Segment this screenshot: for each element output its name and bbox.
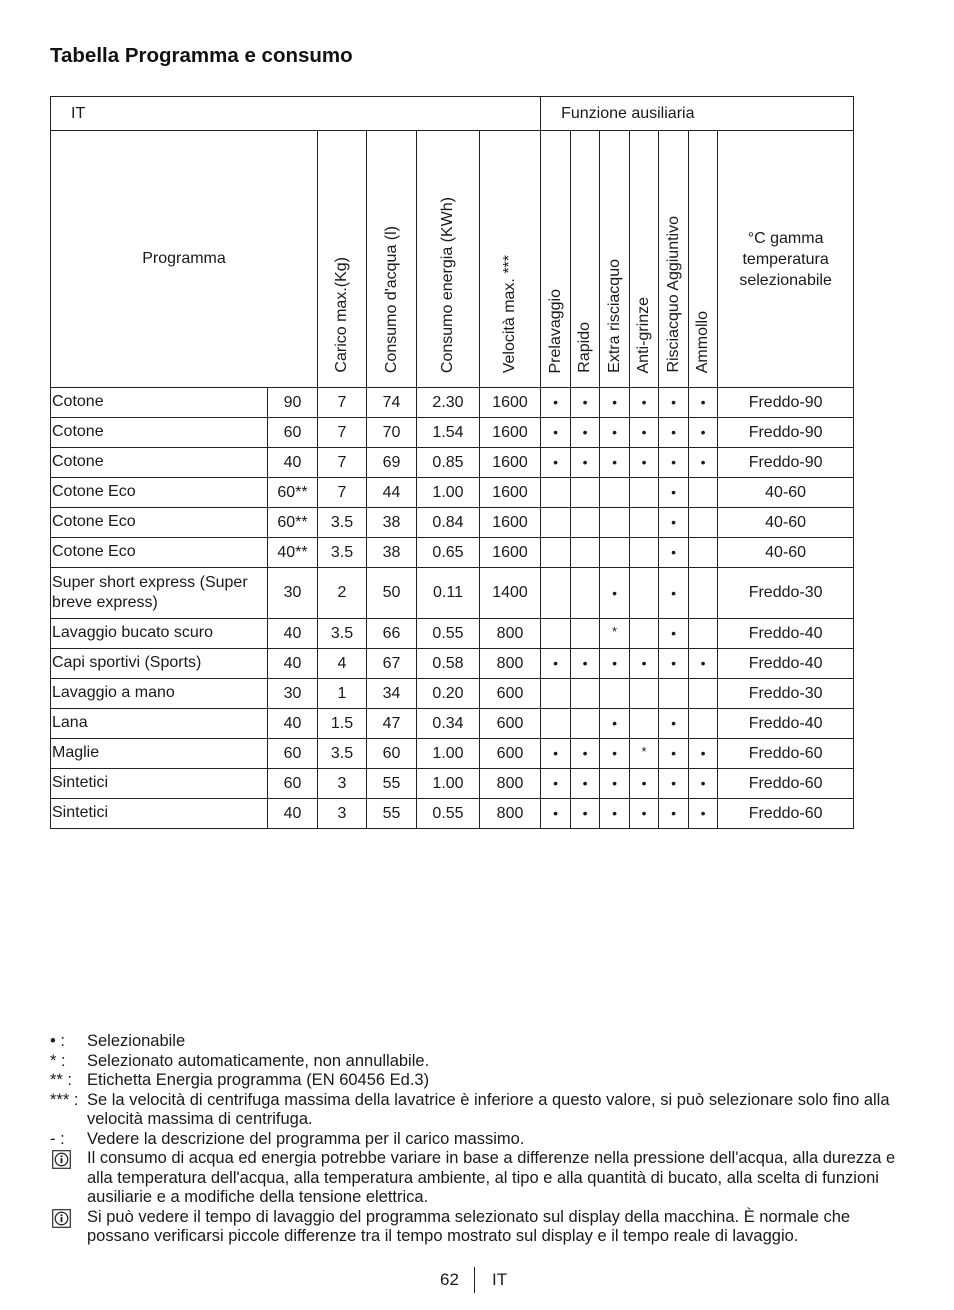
water-cell: 70 bbox=[367, 418, 417, 448]
aux-function-cell bbox=[541, 739, 571, 769]
speed-cell: 800 bbox=[480, 799, 541, 829]
selectable-mark: • bbox=[553, 454, 559, 470]
aux-function-cell bbox=[630, 739, 659, 769]
load-cell: 3.5 bbox=[318, 619, 367, 649]
selectable-mark: • bbox=[671, 715, 677, 731]
info-note-text: Si può vedere il tempo di lavaggio del programma selezionato sul display della macchina. È normale che possano verificarsi piccole differenze tra il tempo mostrato sul display e il tempo reale di lavaggio. bbox=[87, 1207, 851, 1245]
aux-function-cell bbox=[541, 709, 571, 739]
aux-function-cell bbox=[630, 709, 659, 739]
water-cell: 38 bbox=[367, 508, 417, 538]
speed-cell: 1600 bbox=[480, 508, 541, 538]
anti-crease-column-header: Anti-grinze bbox=[630, 131, 659, 388]
aux-function-cell bbox=[659, 619, 689, 649]
aux-function-cell bbox=[600, 418, 630, 448]
table-row bbox=[51, 709, 854, 739]
aux-function-cell bbox=[630, 619, 659, 649]
water-cell: 69 bbox=[367, 448, 417, 478]
speed-cell: 1600 bbox=[480, 448, 541, 478]
aux-function-cell bbox=[571, 739, 600, 769]
energy-cell: 0.20 bbox=[417, 679, 480, 709]
energy-cell: 0.58 bbox=[417, 649, 480, 679]
selectable-mark: • bbox=[700, 424, 706, 440]
aux-function-cell bbox=[689, 679, 718, 709]
speed-cell: 600 bbox=[480, 679, 541, 709]
selectable-mark: • bbox=[553, 745, 559, 761]
selectable-mark: • bbox=[671, 454, 677, 470]
extra-rinse-column-header: Extra risciacquo bbox=[600, 131, 630, 388]
aux-function-cell bbox=[630, 649, 659, 679]
water-cell: 67 bbox=[367, 649, 417, 679]
energy-cell: 0.34 bbox=[417, 709, 480, 739]
selectable-mark: • bbox=[671, 655, 677, 671]
table-row bbox=[51, 538, 854, 568]
aux-function-cell bbox=[630, 448, 659, 478]
load-cell: 3.5 bbox=[318, 739, 367, 769]
temperature-range-cell: Freddo-90 bbox=[718, 418, 854, 448]
table-language-header: IT bbox=[51, 97, 541, 131]
speed-cell: 800 bbox=[480, 619, 541, 649]
water-cell: 74 bbox=[367, 388, 417, 418]
selectable-mark: • bbox=[641, 424, 647, 440]
selectable-mark: • bbox=[612, 745, 618, 761]
program-name-cell: Lavaggio a mano bbox=[51, 679, 268, 709]
selectable-mark: • bbox=[582, 745, 588, 761]
speed-column-header: Velocità max. *** bbox=[480, 131, 541, 388]
additional-rinse-column-header: Risciacquo Aggiuntivo bbox=[659, 131, 689, 388]
energy-cell: 0.85 bbox=[417, 448, 480, 478]
selectable-mark: • bbox=[582, 394, 588, 410]
aux-function-cell bbox=[541, 538, 571, 568]
selectable-mark: • bbox=[612, 424, 618, 440]
temperature-range-cell: Freddo-60 bbox=[718, 799, 854, 829]
aux-function-cell bbox=[541, 799, 571, 829]
aux-function-cell bbox=[689, 478, 718, 508]
energy-cell: 0.84 bbox=[417, 508, 480, 538]
program-column-header: Programma bbox=[51, 131, 318, 388]
speed-cell: 1400 bbox=[480, 568, 541, 619]
aux-function-cell bbox=[630, 478, 659, 508]
program-name-cell: Cotone Eco bbox=[51, 508, 268, 538]
temperature-range-cell: Freddo-90 bbox=[718, 448, 854, 478]
energy-cell: 0.11 bbox=[417, 568, 480, 619]
aux-function-cell bbox=[659, 769, 689, 799]
temperature-range-column-header: °C gamma temperatura selezionabile bbox=[718, 131, 854, 388]
aux-function-cell bbox=[600, 448, 630, 478]
temp-cell: 60** bbox=[268, 478, 318, 508]
selectable-mark: • bbox=[700, 775, 706, 791]
aux-function-cell bbox=[541, 508, 571, 538]
aux-function-cell bbox=[659, 508, 689, 538]
selectable-mark: • bbox=[671, 805, 677, 821]
aux-function-cell bbox=[689, 619, 718, 649]
energy-column-header: Consumo energia (KWh) bbox=[417, 131, 480, 388]
aux-function-cell bbox=[600, 538, 630, 568]
quick-column-header: Rapido bbox=[571, 131, 600, 388]
aux-function-cell bbox=[630, 679, 659, 709]
load-cell: 1 bbox=[318, 679, 367, 709]
footer-divider bbox=[474, 1267, 475, 1293]
aux-function-cell bbox=[541, 478, 571, 508]
legend-note bbox=[50, 1032, 900, 1052]
table-row bbox=[51, 478, 854, 508]
selectable-mark: • bbox=[641, 805, 647, 821]
aux-function-cell bbox=[541, 649, 571, 679]
selectable-mark: • bbox=[671, 394, 677, 410]
selectable-mark: • bbox=[700, 745, 706, 761]
aux-function-cell bbox=[541, 619, 571, 649]
temp-cell: 60 bbox=[268, 418, 318, 448]
legend-note bbox=[50, 1130, 900, 1150]
temperature-range-cell: Freddo-40 bbox=[718, 649, 854, 679]
legend-text: Etichetta Energia programma (EN 60456 Ed.3) bbox=[87, 1071, 430, 1089]
selectable-mark: • bbox=[671, 775, 677, 791]
selectable-mark: • bbox=[700, 805, 706, 821]
water-cell: 55 bbox=[367, 769, 417, 799]
program-name-cell: Super short express (Super breve express) bbox=[51, 568, 268, 619]
selectable-mark: • bbox=[700, 655, 706, 671]
aux-function-cell bbox=[600, 679, 630, 709]
info-note-text: Il consumo di acqua ed energia potrebbe variare in base a differenze nella pressione dell'acqua, alla durezza e alla temperatura dell'acqua, alla temperatura ambiente, al tipo e alla quantità di bucato, alla scelta di funzioni ausiliarie e a modifiche della tensione elettrica. bbox=[87, 1149, 896, 1206]
selectable-mark: • bbox=[671, 745, 677, 761]
temp-cell: 90 bbox=[268, 388, 318, 418]
aux-function-cell bbox=[571, 709, 600, 739]
temperature-range-cell: Freddo-60 bbox=[718, 739, 854, 769]
water-cell: 60 bbox=[367, 739, 417, 769]
aux-function-cell bbox=[571, 619, 600, 649]
aux-function-cell bbox=[659, 679, 689, 709]
aux-function-cell bbox=[659, 538, 689, 568]
aux-function-cell bbox=[659, 649, 689, 679]
selectable-mark: • bbox=[612, 454, 618, 470]
temp-cell: 40 bbox=[268, 799, 318, 829]
aux-function-cell bbox=[659, 448, 689, 478]
table-row bbox=[51, 568, 854, 619]
water-column-header: Consumo d'acqua (l) bbox=[367, 131, 417, 388]
temp-cell: 60 bbox=[268, 739, 318, 769]
water-cell: 55 bbox=[367, 799, 417, 829]
aux-function-cell bbox=[630, 508, 659, 538]
aux-function-cell bbox=[571, 448, 600, 478]
temperature-range-cell: Freddo-90 bbox=[718, 388, 854, 418]
temp-cell: 40 bbox=[268, 709, 318, 739]
selectable-mark: • bbox=[612, 805, 618, 821]
load-cell: 2 bbox=[318, 568, 367, 619]
aux-function-cell bbox=[600, 649, 630, 679]
temperature-range-cell: 40-60 bbox=[718, 538, 854, 568]
legend-text: Vedere la descrizione del programma per il carico massimo. bbox=[87, 1129, 525, 1148]
aux-function-cell bbox=[541, 448, 571, 478]
selectable-mark: • bbox=[641, 394, 647, 410]
aux-function-cell bbox=[571, 508, 600, 538]
aux-function-cell bbox=[571, 799, 600, 829]
aux-function-cell bbox=[600, 478, 630, 508]
aux-function-cell bbox=[659, 388, 689, 418]
legend-symbol: *** : bbox=[50, 1090, 79, 1109]
legend-text: Selezionato automaticamente, non annullabile. bbox=[87, 1051, 430, 1070]
temp-cell: 40** bbox=[268, 538, 318, 568]
table-row bbox=[51, 418, 854, 448]
selectable-mark: • bbox=[553, 394, 559, 410]
selectable-mark: • bbox=[700, 454, 706, 470]
load-cell: 3.5 bbox=[318, 538, 367, 568]
aux-function-cell bbox=[630, 538, 659, 568]
program-name-cell: Lana bbox=[51, 709, 268, 739]
temp-cell: 30 bbox=[268, 679, 318, 709]
selectable-mark: • bbox=[612, 775, 618, 791]
legend-symbol: • : bbox=[50, 1032, 65, 1050]
selectable-mark: • bbox=[641, 775, 647, 791]
legend-note bbox=[50, 1071, 900, 1091]
selectable-mark: • bbox=[553, 424, 559, 440]
temp-cell: 30 bbox=[268, 568, 318, 619]
load-cell: 3 bbox=[318, 799, 367, 829]
aux-function-cell bbox=[689, 649, 718, 679]
selectable-mark: • bbox=[671, 544, 677, 560]
aux-function-cell bbox=[689, 418, 718, 448]
temp-cell: 40 bbox=[268, 448, 318, 478]
info-icon bbox=[52, 1209, 71, 1228]
aux-function-cell bbox=[689, 538, 718, 568]
legend-notes bbox=[50, 1032, 900, 1247]
program-name-cell: Cotone bbox=[51, 388, 268, 418]
page-title: Tabella Programma e consumo bbox=[50, 44, 353, 67]
aux-function-cell bbox=[689, 508, 718, 538]
page-number: 62 bbox=[440, 1270, 459, 1289]
temperature-range-cell: Freddo-30 bbox=[718, 679, 854, 709]
aux-function-cell bbox=[571, 679, 600, 709]
selectable-mark: • bbox=[671, 484, 677, 500]
selectable-mark: • bbox=[671, 584, 677, 601]
temperature-range-cell: Freddo-40 bbox=[718, 619, 854, 649]
legend-text: Se la velocità di centrifuga massima della lavatrice è inferiore a questo valore, si può selezionare solo fino alla velocità massima di centrifuga. bbox=[87, 1090, 890, 1128]
aux-function-cell bbox=[541, 418, 571, 448]
selectable-mark: • bbox=[553, 805, 559, 821]
selectable-mark: • bbox=[582, 775, 588, 791]
water-cell: 34 bbox=[367, 679, 417, 709]
aux-function-cell bbox=[600, 739, 630, 769]
temperature-range-cell: 40-60 bbox=[718, 478, 854, 508]
aux-function-cell bbox=[571, 388, 600, 418]
aux-function-header: Funzione ausiliaria bbox=[541, 97, 854, 131]
water-cell: 44 bbox=[367, 478, 417, 508]
temperature-range-cell: Freddo-30 bbox=[718, 568, 854, 619]
aux-function-cell bbox=[659, 739, 689, 769]
aux-function-cell bbox=[630, 769, 659, 799]
speed-cell: 1600 bbox=[480, 478, 541, 508]
aux-function-cell bbox=[659, 418, 689, 448]
table-row bbox=[51, 388, 854, 418]
temp-cell: 60 bbox=[268, 769, 318, 799]
table-row bbox=[51, 508, 854, 538]
program-table bbox=[50, 96, 854, 829]
speed-cell: 800 bbox=[480, 769, 541, 799]
prewash-column-header: Prelavaggio bbox=[541, 131, 571, 388]
program-name-cell: Cotone Eco bbox=[51, 538, 268, 568]
water-cell: 50 bbox=[367, 568, 417, 619]
legend-text: Selezionabile bbox=[87, 1032, 186, 1050]
selectable-mark: • bbox=[612, 715, 618, 731]
program-name-cell: Cotone bbox=[51, 418, 268, 448]
table-row bbox=[51, 619, 854, 649]
selectable-mark: • bbox=[671, 424, 677, 440]
aux-function-cell bbox=[571, 538, 600, 568]
energy-cell: 1.00 bbox=[417, 769, 480, 799]
footer-language: IT bbox=[492, 1270, 508, 1289]
legend-symbol: ** : bbox=[50, 1071, 73, 1089]
selectable-mark: • bbox=[671, 514, 677, 530]
selectable-mark: • bbox=[553, 775, 559, 791]
selectable-mark: • bbox=[612, 655, 618, 671]
aux-function-cell bbox=[571, 568, 600, 619]
selectable-mark: • bbox=[582, 424, 588, 440]
temperature-range-cell: Freddo-40 bbox=[718, 709, 854, 739]
speed-cell: 800 bbox=[480, 649, 541, 679]
energy-cell: 0.65 bbox=[417, 538, 480, 568]
soak-column-header: Ammollo bbox=[689, 131, 718, 388]
temperature-range-cell: Freddo-60 bbox=[718, 769, 854, 799]
energy-cell: 2.30 bbox=[417, 388, 480, 418]
aux-function-cell bbox=[600, 388, 630, 418]
aux-function-cell bbox=[659, 568, 689, 619]
aux-function-cell bbox=[571, 649, 600, 679]
info-icon bbox=[52, 1150, 71, 1169]
selectable-mark: • bbox=[612, 394, 618, 410]
aux-function-cell bbox=[689, 739, 718, 769]
info-note bbox=[50, 1208, 900, 1247]
selectable-mark: • bbox=[553, 655, 559, 671]
speed-cell: 1600 bbox=[480, 388, 541, 418]
aux-function-cell bbox=[689, 448, 718, 478]
aux-function-cell bbox=[571, 418, 600, 448]
program-name-cell: Sintetici bbox=[51, 799, 268, 829]
energy-cell: 1.00 bbox=[417, 739, 480, 769]
table-row bbox=[51, 679, 854, 709]
legend-note bbox=[50, 1091, 900, 1130]
selectable-mark: • bbox=[671, 625, 677, 641]
speed-cell: 600 bbox=[480, 739, 541, 769]
aux-function-cell bbox=[571, 478, 600, 508]
aux-function-cell bbox=[600, 619, 630, 649]
aux-function-cell bbox=[689, 769, 718, 799]
speed-cell: 1600 bbox=[480, 418, 541, 448]
legend-symbol: - : bbox=[50, 1129, 65, 1148]
aux-function-cell bbox=[630, 568, 659, 619]
load-cell: 7 bbox=[318, 448, 367, 478]
program-name-cell: Capi sportivi (Sports) bbox=[51, 649, 268, 679]
program-name-cell: Lavaggio bucato scuro bbox=[51, 619, 268, 649]
aux-function-cell bbox=[600, 508, 630, 538]
aux-function-cell bbox=[659, 799, 689, 829]
selectable-mark: • bbox=[612, 584, 618, 601]
load-cell: 3 bbox=[318, 769, 367, 799]
aux-function-cell bbox=[541, 568, 571, 619]
energy-cell: 0.55 bbox=[417, 799, 480, 829]
selectable-mark: • bbox=[641, 655, 647, 671]
water-cell: 38 bbox=[367, 538, 417, 568]
aux-function-cell bbox=[600, 799, 630, 829]
program-name-cell: Maglie bbox=[51, 739, 268, 769]
table-row bbox=[51, 799, 854, 829]
selectable-mark: • bbox=[582, 655, 588, 671]
legend-symbol: * : bbox=[50, 1051, 66, 1070]
load-cell: 7 bbox=[318, 418, 367, 448]
legend-note bbox=[50, 1052, 900, 1072]
aux-function-cell bbox=[689, 388, 718, 418]
load-cell: 7 bbox=[318, 478, 367, 508]
table-row bbox=[51, 649, 854, 679]
info-note bbox=[50, 1149, 900, 1208]
program-name-cell: Cotone bbox=[51, 448, 268, 478]
energy-cell: 1.54 bbox=[417, 418, 480, 448]
auto-selected-mark: * bbox=[612, 623, 618, 639]
table-row bbox=[51, 769, 854, 799]
selectable-mark: • bbox=[641, 454, 647, 470]
aux-function-cell bbox=[600, 709, 630, 739]
temp-cell: 60** bbox=[268, 508, 318, 538]
temp-cell: 40 bbox=[268, 619, 318, 649]
load-cell: 3.5 bbox=[318, 508, 367, 538]
energy-cell: 1.00 bbox=[417, 478, 480, 508]
table-row bbox=[51, 448, 854, 478]
selectable-mark: • bbox=[700, 394, 706, 410]
aux-function-cell bbox=[689, 799, 718, 829]
aux-function-cell bbox=[659, 709, 689, 739]
aux-function-cell bbox=[659, 478, 689, 508]
aux-function-cell bbox=[630, 388, 659, 418]
speed-cell: 1600 bbox=[480, 538, 541, 568]
load-cell: 1.5 bbox=[318, 709, 367, 739]
aux-function-cell bbox=[541, 388, 571, 418]
selectable-mark: • bbox=[582, 454, 588, 470]
selectable-mark: • bbox=[582, 805, 588, 821]
water-cell: 66 bbox=[367, 619, 417, 649]
load-column-header: Carico max.(Kg) bbox=[318, 131, 367, 388]
aux-function-cell bbox=[689, 709, 718, 739]
aux-function-cell bbox=[630, 799, 659, 829]
aux-function-cell bbox=[541, 769, 571, 799]
aux-function-cell bbox=[689, 568, 718, 619]
program-name-cell: Sintetici bbox=[51, 769, 268, 799]
water-cell: 47 bbox=[367, 709, 417, 739]
aux-function-cell bbox=[600, 769, 630, 799]
temperature-range-cell: 40-60 bbox=[718, 508, 854, 538]
aux-function-cell bbox=[630, 418, 659, 448]
speed-cell: 600 bbox=[480, 709, 541, 739]
table-row bbox=[51, 739, 854, 769]
aux-function-cell bbox=[600, 568, 630, 619]
load-cell: 7 bbox=[318, 388, 367, 418]
load-cell: 4 bbox=[318, 649, 367, 679]
program-name-cell: Cotone Eco bbox=[51, 478, 268, 508]
aux-function-cell bbox=[541, 679, 571, 709]
aux-function-cell bbox=[571, 769, 600, 799]
temp-cell: 40 bbox=[268, 649, 318, 679]
auto-selected-mark: * bbox=[641, 743, 647, 759]
energy-cell: 0.55 bbox=[417, 619, 480, 649]
